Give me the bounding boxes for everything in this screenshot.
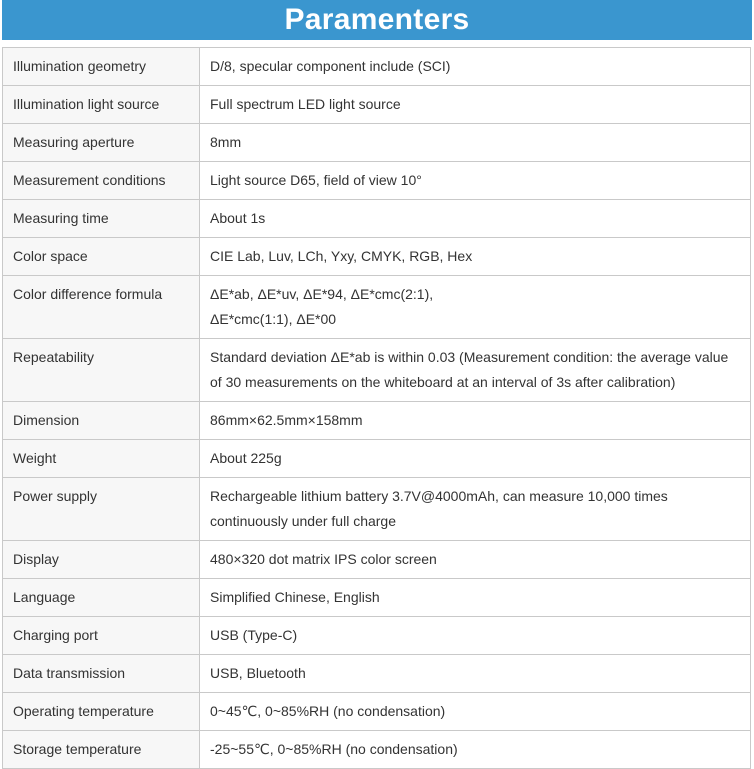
spec-value-line: Rechargeable lithium battery 3.7V@4000mAh, can measure 10,000 times [210,488,668,504]
spec-key: Measuring aperture [3,124,200,162]
spec-key: Charging port [3,617,200,655]
page-title: Paramenters [284,3,470,36]
spec-value: 0~45℃, 0~85%RH (no condensation) [200,693,751,731]
table-row [3,86,751,124]
spec-key: Power supply [3,478,200,541]
table-row [3,655,751,693]
table-row [3,200,751,238]
table-row [3,693,751,731]
spec-value [200,478,751,541]
spec-key: Color difference formula [3,276,200,339]
spec-value-line: of 30 measurements on the whiteboard at an interval of 3s after calibration) [210,374,676,390]
spec-key: Measurement conditions [3,162,200,200]
table-row [3,478,751,541]
spec-key: Measuring time [3,200,200,238]
spec-value-line: Standard deviation ΔE*ab is within 0.03 (Measurement condition: the average value [210,349,729,365]
spec-value: 86mm×62.5mm×158mm [200,402,751,440]
spec-key: Language [3,579,200,617]
spec-value: -25~55℃, 0~85%RH (no condensation) [200,731,751,769]
table-row [3,402,751,440]
table-row [3,579,751,617]
spec-key: Repeatability [3,339,200,402]
spec-value: About 1s [200,200,751,238]
title-banner [2,0,752,40]
spec-value: D/8, specular component include (SCI) [200,48,751,86]
spec-value [200,276,751,339]
spec-value: 480×320 dot matrix IPS color screen [200,541,751,579]
spec-table [2,47,751,769]
spec-value: USB (Type-C) [200,617,751,655]
spec-value: CIE Lab, Luv, LCh, Yxy, CMYK, RGB, Hex [200,238,751,276]
spec-key: Display [3,541,200,579]
table-row [3,276,751,339]
spec-key: Illumination geometry [3,48,200,86]
table-row [3,617,751,655]
table-row [3,238,751,276]
spec-key: Color space [3,238,200,276]
spec-key: Storage temperature [3,731,200,769]
spec-value-line: continuously under full charge [210,513,397,529]
spec-value-line: ΔE*cmc(1:1), ΔE*00 [210,311,337,327]
spec-value [200,339,751,402]
spec-value: Simplified Chinese, English [200,579,751,617]
table-row [3,48,751,86]
table-row [3,339,751,402]
spec-key: Illumination light source [3,86,200,124]
spec-value: About 225g [200,440,751,478]
spec-key: Data transmission [3,655,200,693]
spec-key: Operating temperature [3,693,200,731]
table-row [3,124,751,162]
spec-key: Dimension [3,402,200,440]
spec-value: 8mm [200,124,751,162]
spec-value: USB, Bluetooth [200,655,751,693]
table-row [3,162,751,200]
table-row [3,731,751,769]
spec-value: Full spectrum LED light source [200,86,751,124]
table-row [3,541,751,579]
spec-value-line: ΔE*ab, ΔE*uv, ΔE*94, ΔE*cmc(2:1), [210,286,434,302]
table-row [3,440,751,478]
spec-value: Light source D65, field of view 10° [200,162,751,200]
spec-key: Weight [3,440,200,478]
